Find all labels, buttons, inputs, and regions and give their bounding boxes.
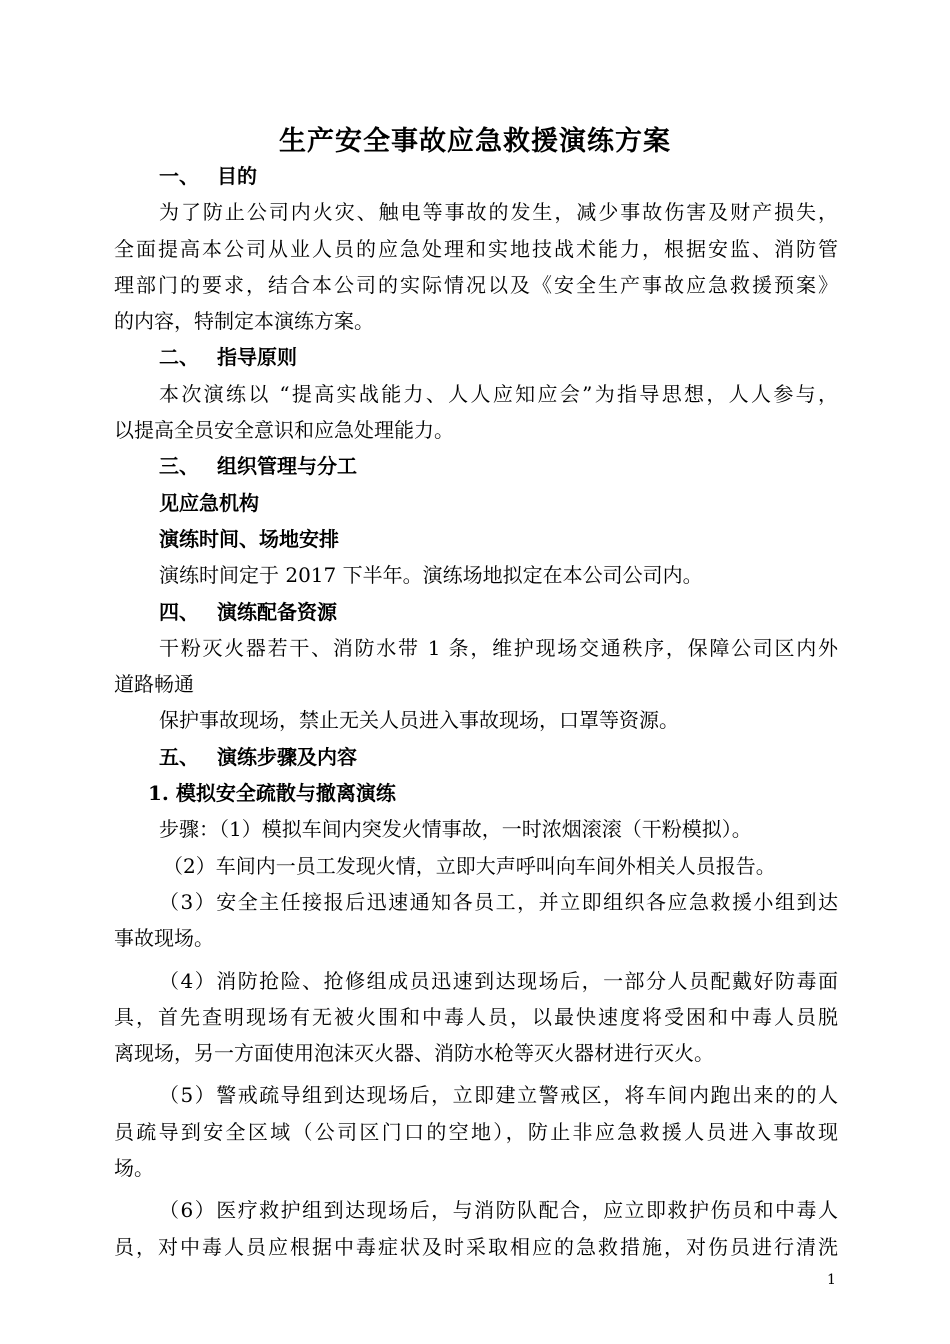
section-title: 组织管理与分工 <box>217 454 357 479</box>
section-title: 指导原则 <box>217 345 297 370</box>
section-heading-principles <box>114 339 838 375</box>
page-number: 1 <box>827 1272 836 1288</box>
step-line: 具，首先查明现场有无被火围和中毒人员，以最快速度将受困和中毒人员脱 <box>114 1004 838 1029</box>
step-line: 事故现场。 <box>114 926 214 951</box>
step-line: （4）消防抢险、抢修组成员迅速到达现场后，一部分人员配戴好防毒面 <box>159 968 838 993</box>
paragraph-line: 道路畅通 <box>114 672 194 697</box>
section-heading-resources <box>114 594 838 630</box>
document-body <box>114 158 838 1265</box>
subheading: 1. 模拟安全疏散与撤离演练 <box>148 781 396 806</box>
paragraph-line: 演练时间定于 2017 下半年。演练场地拟定在本公司公司内。 <box>159 563 703 588</box>
step-line: （6）医疗救护组到达现场后，与消防队配合，应立即救护伤员和中毒人 <box>159 1198 838 1223</box>
section-number: 二、 <box>159 345 199 370</box>
section-number: 五、 <box>159 744 199 769</box>
paragraph-line: 的内容，特制定本演练方案。 <box>114 309 374 334</box>
section-number: 三、 <box>159 454 199 479</box>
section-title: 目的 <box>217 164 257 188</box>
step-line: （5）警戒疏导组到达现场后，立即建立警戒区，将车间内跑出来的的人 <box>159 1083 838 1108</box>
step-line: 场。 <box>114 1156 154 1181</box>
section-heading-purpose <box>114 158 838 194</box>
paragraph-line: 以提高全员安全意识和应急处理能力。 <box>114 418 454 443</box>
paragraph-line: 本次演练以 “提高实战能力、人人应知应会”为指导思想，人人参与， <box>159 381 838 406</box>
document-title: 生产安全事故应急救援演练方案 <box>279 126 671 157</box>
paragraph-line: 保护事故现场，禁止无关人员进入事故现场，口罩等资源。 <box>159 708 679 733</box>
subheading: 见应急机构 <box>159 490 259 515</box>
step-line: （2）车间内一员工发现火情，立即大声呼叫向车间外相关人员报告。 <box>163 853 776 878</box>
section-title: 演练步骤及内容 <box>217 744 357 769</box>
paragraph-line: 理部门的要求，结合本公司的实际情况以及《安全生产事故应急救援预案》 <box>114 272 838 297</box>
section-number: 一、 <box>159 164 199 188</box>
subheading: 演练时间、场地安排 <box>159 526 339 551</box>
step-line: 步骤：（1）模拟车间内突发火情事故，一时浓烟滚滚（干粉模拟）。 <box>159 817 752 842</box>
step-line: 离现场，另一方面使用泡沫灭火器、消防水枪等灭火器材进行灭火。 <box>114 1041 714 1066</box>
step-line: （3）安全主任接报后迅速通知各员工，并立即组织各应急救援小组到达 <box>159 889 838 914</box>
step-line: 员疏导到安全区域（公司区门口的空地），防止非应急救援人员进入事故现 <box>114 1119 838 1144</box>
paragraph-line: 干粉灭火器若干、消防水带 1 条，维护现场交通秩序，保障公司区内外 <box>159 635 838 660</box>
step-line: 员，对中毒人员应根据中毒症状及时采取相应的急救措施，对伤员进行清洗 <box>114 1234 838 1259</box>
section-heading-organization <box>114 448 838 484</box>
section-title: 演练配备资源 <box>217 599 337 624</box>
section-number: 四、 <box>159 599 199 624</box>
section-heading-steps <box>114 739 838 775</box>
paragraph-line: 全面提高本公司从业人员的应急处理和实地技战术能力，根据安监、消防管 <box>114 236 838 261</box>
paragraph-line: 为了防止公司内火灾、触电等事故的发生，减少事故伤害及财产损失， <box>159 200 838 225</box>
